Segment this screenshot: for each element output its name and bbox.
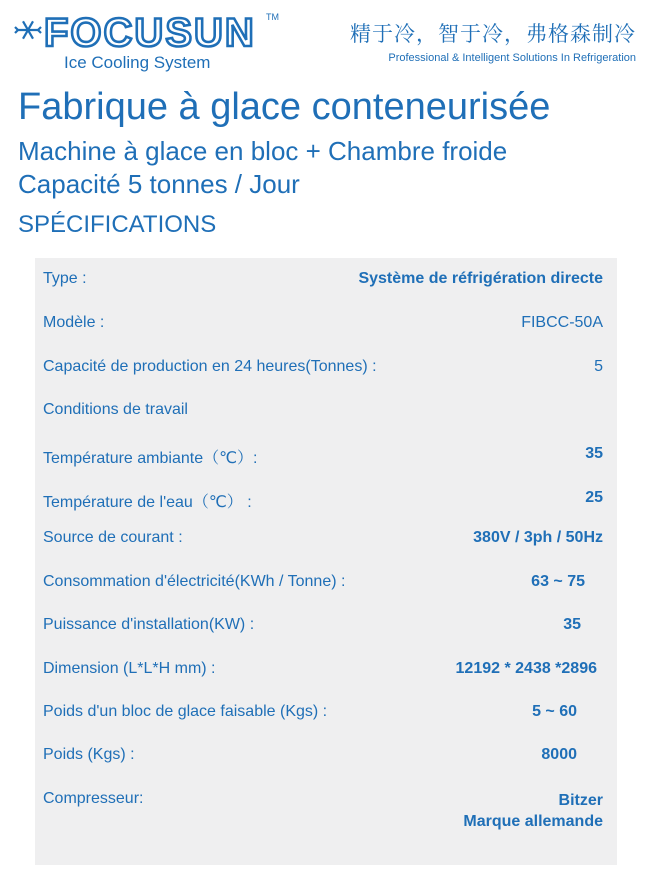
trademark-mark: TM bbox=[266, 12, 279, 22]
spec-label: Température ambiante（℃）: bbox=[43, 450, 258, 467]
spec-row-capacity bbox=[43, 358, 603, 384]
spec-label: Conditions de travail bbox=[43, 401, 188, 418]
spec-row-compressor bbox=[43, 790, 603, 838]
spec-row-consumption bbox=[43, 573, 603, 599]
spec-label: Puissance d'installation(KW) : bbox=[43, 616, 255, 633]
spec-value bbox=[463, 790, 603, 832]
spec-label: Modèle : bbox=[43, 314, 105, 331]
spec-label: Capacité de production en 24 heures(Tonnes) : bbox=[43, 358, 377, 375]
spec-row-conditions bbox=[43, 401, 603, 427]
section-heading: SPÉCIFICATIONS bbox=[18, 211, 217, 238]
capacity-subtitle: Capacité 5 tonnes / Jour bbox=[18, 169, 300, 199]
snowflake-icon bbox=[14, 8, 284, 56]
spec-value: 5 ~ 60 bbox=[532, 703, 577, 720]
spec-label: Poids d'un bloc de glace faisable (Kgs) : bbox=[43, 703, 328, 720]
spec-row-model bbox=[43, 314, 603, 340]
spec-label: Source de courant : bbox=[43, 529, 183, 546]
spec-row-installed-power bbox=[43, 616, 603, 642]
spec-row-weight bbox=[43, 746, 603, 772]
spec-label: Consommation d'électricité(KWh / Tonne) : bbox=[43, 573, 346, 590]
spec-row-type bbox=[43, 270, 603, 296]
brand-subtitle: Ice Cooling System bbox=[64, 53, 211, 72]
spec-label: Type : bbox=[43, 270, 87, 287]
brand-logo bbox=[14, 8, 284, 72]
spec-value: 25 bbox=[585, 489, 603, 506]
slogan-english: Professional & Intelligent Solutions In Refrigeration bbox=[388, 52, 636, 64]
spec-row-dimension bbox=[43, 660, 603, 686]
spec-row-water-temp bbox=[43, 489, 603, 515]
specifications-table bbox=[35, 258, 617, 865]
spec-value: 380V / 3ph / 50Hz bbox=[473, 529, 603, 546]
page-header bbox=[0, 0, 650, 80]
compressor-origin: Marque allemande bbox=[463, 813, 603, 830]
spec-value: 35 bbox=[563, 616, 581, 633]
spec-value: 5 bbox=[594, 358, 603, 375]
spec-value: FIBCC-50A bbox=[521, 314, 603, 331]
spec-label: Dimension (L*L*H mm) : bbox=[43, 660, 216, 677]
slogan-chinese: 精于冷，智于冷，弗格森制冷 bbox=[350, 22, 636, 46]
spec-label: Poids (Kgs) : bbox=[43, 746, 135, 763]
page-title: Fabrique à glace conteneurisée bbox=[18, 86, 551, 128]
brand-wordmark: FOCUSUN bbox=[44, 11, 256, 55]
spec-value: 8000 bbox=[541, 746, 577, 763]
title-block bbox=[18, 84, 550, 240]
product-subtitle: Machine à glace en bloc + Chambre froide bbox=[18, 136, 508, 166]
spec-value: 12192 * 2438 *2896 bbox=[455, 660, 597, 677]
spec-row-block-weight bbox=[43, 703, 603, 729]
spec-label: Compresseur: bbox=[43, 790, 144, 807]
spec-value: 63 ~ 75 bbox=[531, 573, 585, 590]
compressor-brand: Bitzer bbox=[558, 792, 603, 809]
spec-row-power-source bbox=[43, 529, 603, 555]
spec-label: Température de l'eau（℃） : bbox=[43, 494, 252, 511]
spec-value: Système de réfrigération directe bbox=[358, 270, 603, 287]
spec-row-ambient-temp bbox=[43, 445, 603, 471]
spec-value: 35 bbox=[585, 445, 603, 462]
